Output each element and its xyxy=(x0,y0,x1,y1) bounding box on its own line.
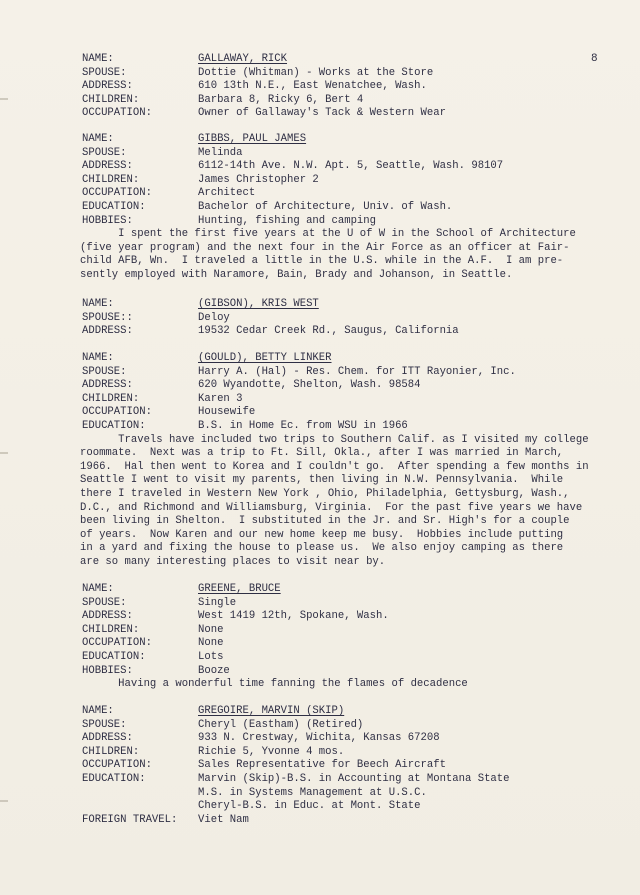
entry-field-row xyxy=(82,719,622,733)
entry-name-row xyxy=(82,705,622,719)
field-value: Housewife xyxy=(198,406,256,419)
entry-field-row xyxy=(82,406,622,420)
field-label: SPOUSE: xyxy=(82,365,127,378)
entry-field-row xyxy=(82,814,622,828)
field-label: NAME: xyxy=(82,352,114,364)
alumni-entry xyxy=(82,583,622,692)
field-value: 933 N. Crestway, Wichita, Kansas 67208 xyxy=(198,732,440,745)
field-label: OCCUPATION: xyxy=(82,759,152,772)
field-label: CHILDREN: xyxy=(82,392,140,405)
field-value: Booze xyxy=(198,664,230,677)
narrative-line: child AFB, Wn. I traveled a little in the U.S. while in the A.F. I am pre- xyxy=(80,255,564,268)
narrative-line: 1966. Hal then went to Korea and I couldn't go. After spending a few months in xyxy=(80,460,589,473)
field-value: Harry A. (Hal) - Res. Chem. for ITT Rayonier, Inc. xyxy=(198,365,516,378)
field-value: Richie 5, Yvonne 4 mos. xyxy=(198,745,345,758)
entry-field-row xyxy=(82,312,622,326)
narrative-line: Travels have included two trips to Southern Calif. as I visited my college xyxy=(80,433,589,446)
entry-field-row xyxy=(82,80,622,94)
entry-field-row xyxy=(82,187,622,201)
field-label: SPOUSE: xyxy=(82,596,127,609)
field-label: NAME: xyxy=(82,583,114,595)
entry-name-row xyxy=(82,583,622,597)
entry-field-row xyxy=(82,597,622,611)
entry-field-row xyxy=(82,773,622,787)
entry-field-row xyxy=(82,147,622,161)
entry-field-row xyxy=(82,107,622,121)
person-name: GIBBS, PAUL JAMES xyxy=(198,133,307,145)
field-label: ADDRESS: xyxy=(82,379,133,392)
field-label: ADDRESS: xyxy=(82,160,133,173)
narrative-line: Having a wonderful time fanning the flames of decadence xyxy=(80,678,468,691)
field-value: Cheryl (Eastham) (Retired) xyxy=(198,718,364,731)
field-label: EDUCATION: xyxy=(82,772,146,785)
person-name: (GOULD), BETTY LINKER xyxy=(198,352,332,364)
field-value: Melinda xyxy=(198,146,243,159)
narrative-line: Seattle I went to visit my parents, then living in N.W. Pennsylvania. While xyxy=(80,474,564,487)
field-value: James Christopher 2 xyxy=(198,173,319,186)
narrative-line: in a yard and fixing the house to please us. We also enjoy camping as there xyxy=(80,542,564,555)
entry-field-row xyxy=(82,624,622,638)
field-label: CHILDREN: xyxy=(82,623,140,636)
field-label: HOBBIES: xyxy=(82,214,133,227)
alumni-entry xyxy=(82,352,622,570)
field-label: SPOUSE:: xyxy=(82,311,133,324)
field-label: CHILDREN: xyxy=(82,745,140,758)
field-value: None xyxy=(198,637,224,650)
entry-field-row xyxy=(82,637,622,651)
field-value: None xyxy=(198,623,224,636)
field-value: Sales Representative for Beech Aircraft xyxy=(198,759,446,772)
alumni-entry xyxy=(82,53,622,121)
field-value: Viet Nam xyxy=(198,813,249,826)
alumni-entry xyxy=(82,298,622,339)
field-label: SPOUSE: xyxy=(82,66,127,79)
field-label: SPOUSE: xyxy=(82,146,127,159)
entry-field-row xyxy=(82,325,622,339)
person-name: GREENE, BRUCE xyxy=(198,583,281,595)
alumni-entry xyxy=(82,705,622,827)
field-value: Hunting, fishing and camping xyxy=(198,214,377,227)
entry-field-row xyxy=(82,94,622,108)
entry-field-row xyxy=(82,759,622,773)
field-label: EDUCATION: xyxy=(82,650,146,663)
field-label: FOREIGN TRAVEL: xyxy=(82,813,178,826)
narrative-line: I spent the first five years at the U of W in the School of Architecture xyxy=(80,228,576,241)
page-number: 8 xyxy=(591,53,598,65)
field-value: Bachelor of Architecture, Univ. of Wash. xyxy=(198,200,453,213)
entry-field-row xyxy=(82,174,622,188)
narrative-line: (five year program) and the next four in the Air Force as an officer at Fair- xyxy=(80,241,570,254)
field-value: Deloy xyxy=(198,311,230,324)
field-label: CHILDREN: xyxy=(82,93,140,106)
field-value: 610 13th N.E., East Wenatchee, Wash. xyxy=(198,80,427,93)
binding-hole-mark xyxy=(0,98,8,100)
entry-name-row xyxy=(82,133,622,147)
field-value: Barbara 8, Ricky 6, Bert 4 xyxy=(198,93,364,106)
field-label: ADDRESS: xyxy=(82,80,133,93)
narrative-line: roommate. Next was a trip to Ft. Sill, Okla., after I was married in March, xyxy=(80,447,564,460)
field-value: 19532 Cedar Creek Rd., Saugus, California xyxy=(198,325,459,338)
entry-name-row xyxy=(82,352,622,366)
field-label: ADDRESS: xyxy=(82,610,133,623)
entry-field-row xyxy=(82,160,622,174)
entry-field-row xyxy=(82,215,622,229)
field-value: Owner of Gallaway's Tack & Western Wear xyxy=(198,107,446,120)
person-name: GREGOIRE, MARVIN (SKIP) xyxy=(198,705,345,717)
field-value: 620 Wyandotte, Shelton, Wash. 98584 xyxy=(198,379,421,392)
field-value: M.S. in Systems Management at U.S.C. xyxy=(198,786,427,799)
field-label: ADDRESS: xyxy=(82,325,133,338)
field-label: ADDRESS: xyxy=(82,732,133,745)
field-value: West 1419 12th, Spokane, Wash. xyxy=(198,610,389,623)
entry-name-row xyxy=(82,53,622,67)
field-label: NAME: xyxy=(82,298,114,310)
field-label: NAME: xyxy=(82,133,114,145)
entry-field-row xyxy=(82,393,622,407)
field-label: HOBBIES: xyxy=(82,664,133,677)
field-label: OCCUPATION: xyxy=(82,107,152,120)
entry-field-row xyxy=(82,665,622,679)
person-name: (GIBSON), KRIS WEST xyxy=(198,298,319,310)
person-name: GALLAWAY, RICK xyxy=(198,53,288,65)
field-label: EDUCATION: xyxy=(82,419,146,432)
field-value: Lots xyxy=(198,650,224,663)
entry-field-row xyxy=(82,201,622,215)
entry-field-row xyxy=(82,800,622,814)
entry-field-row xyxy=(82,610,622,624)
field-label: OCCUPATION: xyxy=(82,637,152,650)
field-label: CHILDREN: xyxy=(82,173,140,186)
narrative-line: D.C., and Richmond and Williamsburg, Virginia. For the past five years we have xyxy=(80,501,583,514)
field-label: SPOUSE: xyxy=(82,718,127,731)
field-value: Single xyxy=(198,596,237,609)
field-value: Architect xyxy=(198,187,256,200)
entry-field-row xyxy=(82,746,622,760)
entry-field-row xyxy=(82,651,622,665)
field-label: OCCUPATION: xyxy=(82,406,152,419)
binding-hole-mark xyxy=(0,800,8,802)
entry-field-row xyxy=(82,379,622,393)
entry-field-row xyxy=(82,732,622,746)
binding-hole-mark xyxy=(0,452,8,454)
entry-field-row xyxy=(82,67,622,81)
entry-field-row xyxy=(82,420,622,434)
field-value: Marvin (Skip)-B.S. in Accounting at Montana State xyxy=(198,772,510,785)
narrative-line: been living in Shelton. I substituted in the Jr. and Sr. High's for a couple xyxy=(80,515,570,528)
narrative-line: are so many interesting places to visit near by. xyxy=(80,555,386,568)
field-label: OCCUPATION: xyxy=(82,187,152,200)
field-label: NAME: xyxy=(82,53,114,65)
entry-name-row xyxy=(82,298,622,312)
narrative-line: sently employed with Naramore, Bain, Brady and Johanson, in Seattle. xyxy=(80,268,513,281)
field-value: 6112-14th Ave. N.W. Apt. 5, Seattle, Wash. 98107 xyxy=(198,160,504,173)
field-label: EDUCATION: xyxy=(82,200,146,213)
narrative-line: of years. Now Karen and our new home keep me busy. Hobbies include putting xyxy=(80,528,564,541)
field-value: Karen 3 xyxy=(198,392,243,405)
field-value: Cheryl-B.S. in Educ. at Mont. State xyxy=(198,800,421,813)
field-value: Dottie (Whitman) - Works at the Store xyxy=(198,66,434,79)
entry-field-row xyxy=(82,366,622,380)
entry-field-row xyxy=(82,787,622,801)
narrative-line: there I traveled in Western New York , Ohio, Philadelphia, Gettysburg, Wash., xyxy=(80,487,570,500)
field-value: B.S. in Home Ec. from WSU in 1966 xyxy=(198,419,408,432)
field-label: NAME: xyxy=(82,705,114,717)
alumni-entry xyxy=(82,133,622,283)
